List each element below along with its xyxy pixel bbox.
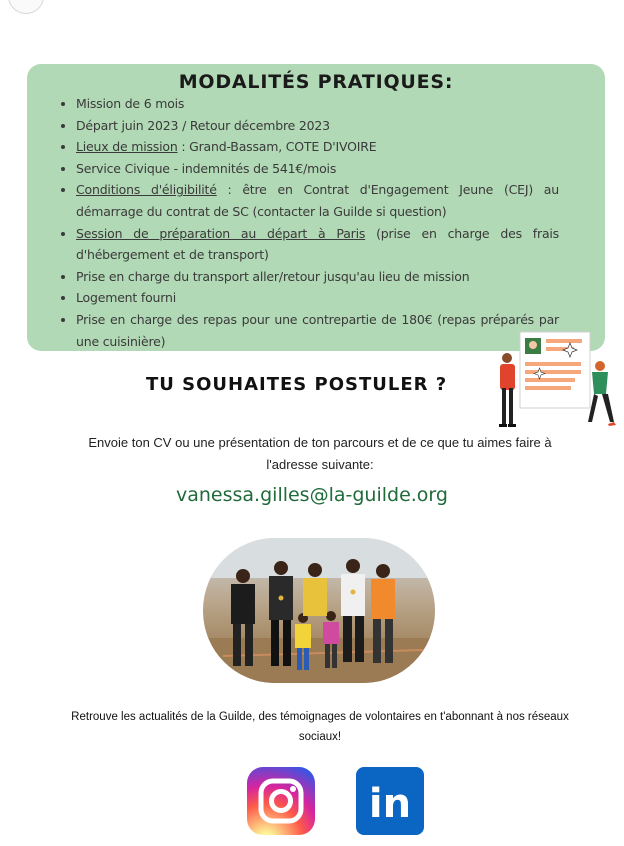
list-item-text: Départ juin 2023 / Retour décembre 2023	[76, 117, 330, 133]
list-item-label: Session de préparation au départ à Paris	[76, 225, 366, 241]
list-item-text: Prise en charge du transport aller/retour jusqu'au lieu de mission	[76, 268, 470, 284]
photo-scene	[203, 538, 435, 683]
list-item-text: : Grand-Bassam, COTE D'IVOIRE	[177, 139, 377, 155]
list-item	[76, 287, 559, 309]
linkedin-button[interactable]	[356, 767, 424, 835]
list-item	[76, 115, 559, 137]
list-item	[76, 179, 559, 222]
list-item-label: Lieux de mission	[76, 139, 178, 155]
apply-intro: Envoie ton CV ou une présentation de ton parcours et de ce que tu aimes faire à l'adresse suivante:	[88, 435, 552, 472]
apply-title: TU SOUHAITES POSTULER ?	[146, 374, 448, 395]
list-item	[76, 223, 559, 266]
list-item	[76, 158, 559, 180]
list-item-text: Prise en charge des repas pour une contrepartie de 180€ (repas préparés par une cuisinière)	[76, 311, 559, 349]
list-item-text: Logement fourni	[76, 290, 176, 306]
list-item-label: Conditions d'éligibilité	[76, 182, 217, 198]
contact-email-link[interactable]: vanessa.gilles@la-guilde.org	[176, 484, 448, 506]
cv-illustration	[496, 328, 622, 434]
list-item-text: : être en Contrat d'Engagement Jeune (CEJ) au démarrage du contrat de SC (contacter la Guilde si question)	[76, 182, 559, 219]
list-item-text: Service Civique - indemnités de 541€/mois	[76, 160, 337, 176]
instagram-icon	[247, 767, 315, 835]
instagram-button[interactable]	[247, 767, 315, 835]
list-item-text: (prise en charge des frais d'hébergement et de transport)	[76, 225, 559, 263]
modalites-box	[27, 64, 605, 351]
modalites-title: MODALITÉS PRATIQUES:	[178, 71, 454, 93]
linkedin-icon-text: in	[368, 781, 412, 827]
list-item	[76, 136, 559, 158]
list-item	[76, 309, 559, 352]
list-item	[76, 266, 559, 288]
volunteers-photo	[203, 538, 435, 683]
modalites-list	[49, 93, 559, 352]
linkedin-icon	[356, 767, 424, 835]
corner-logo-circle	[8, 0, 44, 14]
social-caption: Retrouve les actualités de la Guilde, des témoignages de volontaires en t'abonnant à nos réseaux sociaux!	[71, 711, 569, 743]
list-item	[76, 93, 559, 115]
list-item-text: Mission de 6 mois	[76, 96, 185, 111]
